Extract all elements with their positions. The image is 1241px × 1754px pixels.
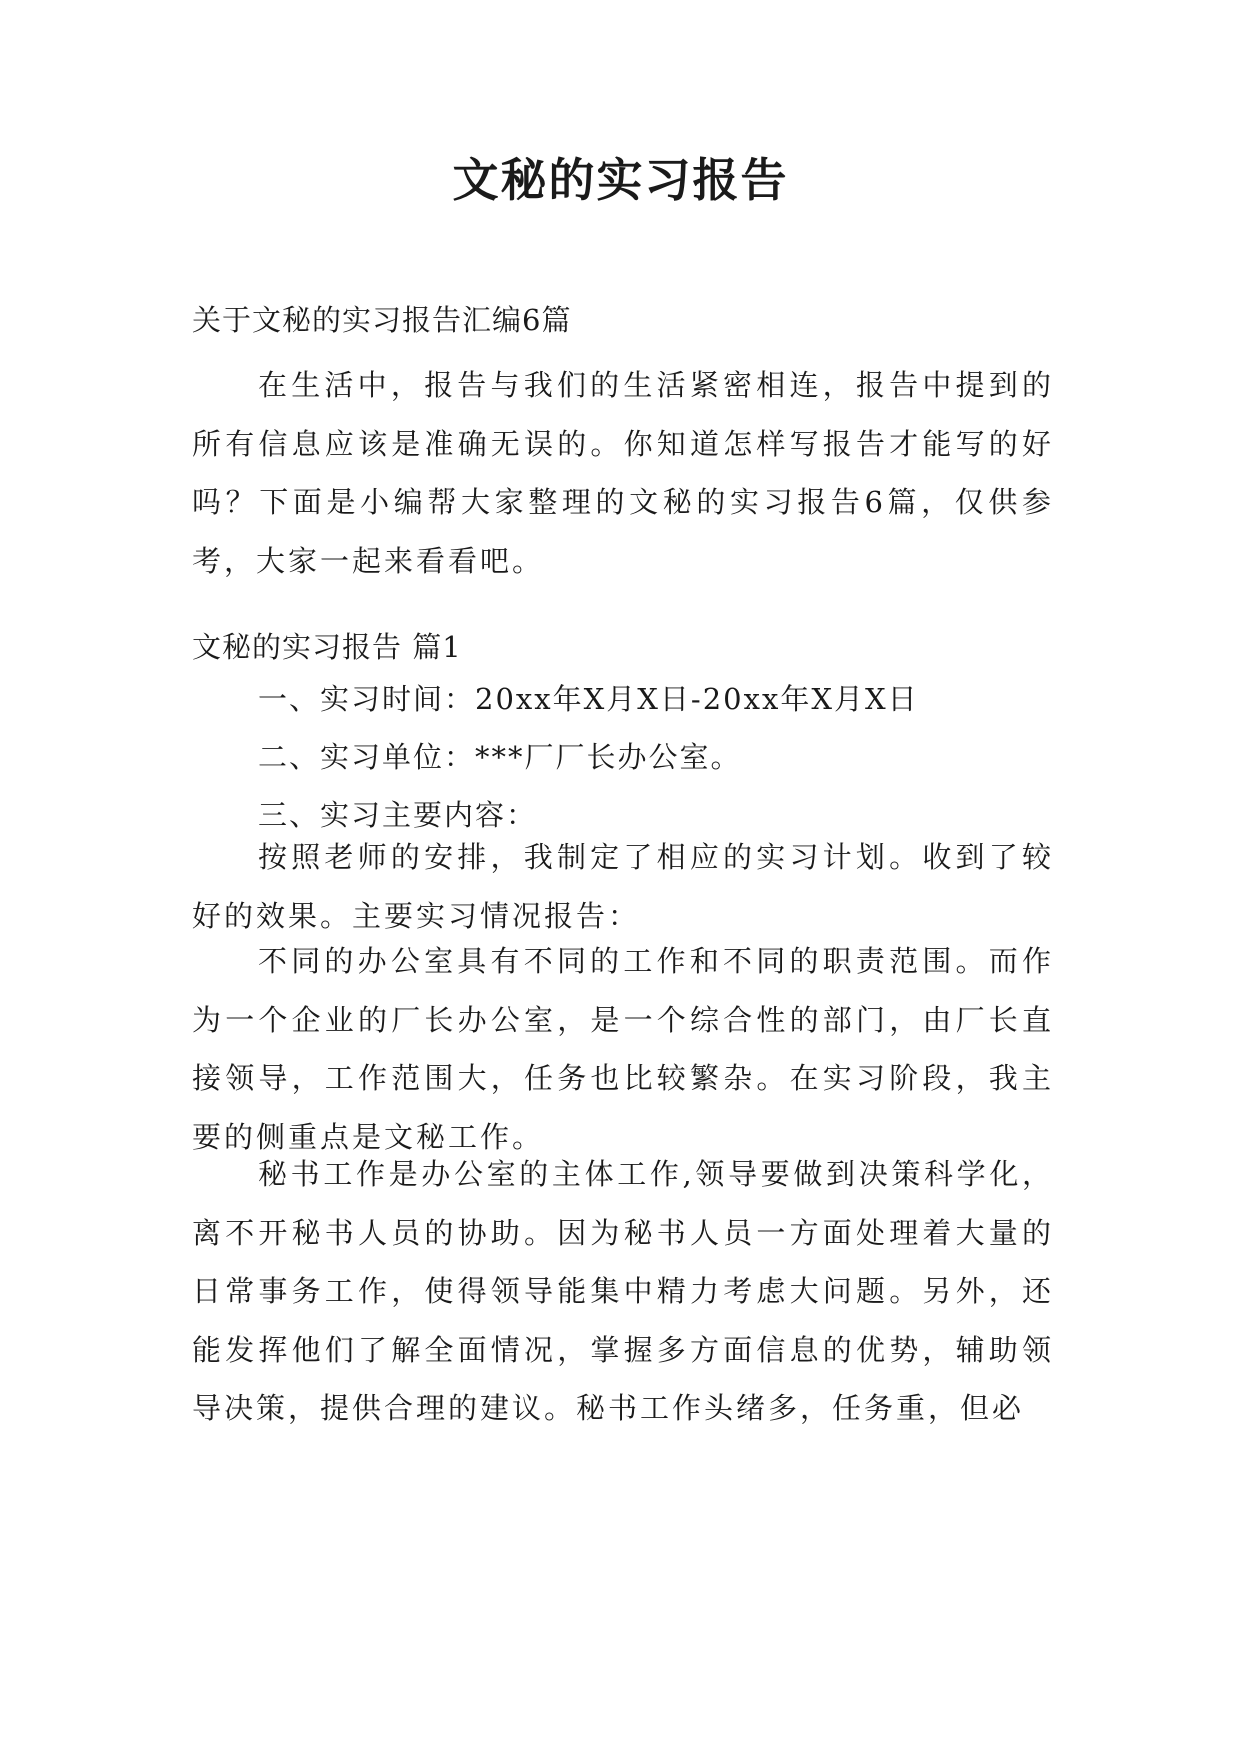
section-heading: 文秘的实习报告 篇1 — [192, 630, 462, 664]
intro-paragraph: 在生活中，报告与我们的生活紧密相连，报告中提到的所有信息应该是准确无误的。你知道怎样写报告才能写的好吗？下面是小编帮大家整理的文秘的实习报告6篇，仅供参考，大家一起来看看吧。 — [192, 368, 1054, 578]
document-subtitle: 关于文秘的实习报告汇编6篇 — [192, 303, 572, 337]
item-internship-time: 一、实习时间：20xx年X月X日-20xx年X月X日 — [258, 682, 919, 716]
document-title: 文秘的实习报告 — [452, 153, 789, 207]
paragraph-secretary: 秘书工作是办公室的主体工作,领导要做到决策科学化，离不开秘书人员的协助。因为秘书人员一方面处理着大量的日常事务工作，使得领导能集中精力考虑大问题。另外，还能发挥他们了解全面情况，掌握多方面信息的优势，辅助领导决策，提供合理的建议。秘书工作头绪多，任务重，但必 — [192, 1157, 1054, 1425]
paragraph-plan: 按照老师的安排，我制定了相应的实习计划。收到了较好的效果。主要实习情况报告： — [192, 840, 1054, 933]
item-internship-content: 三、实习主要内容： — [258, 798, 538, 832]
paragraph-office: 不同的办公室具有不同的工作和不同的职责范围。而作为一个企业的厂长办公室，是一个综合性的部门，由厂长直接领导，工作范围大，任务也比较繁杂。在实习阶段，我主要的侧重点是文秘工作。 — [192, 944, 1054, 1154]
item-internship-unit: 二、实习单位：***厂厂长办公室。 — [258, 740, 742, 774]
